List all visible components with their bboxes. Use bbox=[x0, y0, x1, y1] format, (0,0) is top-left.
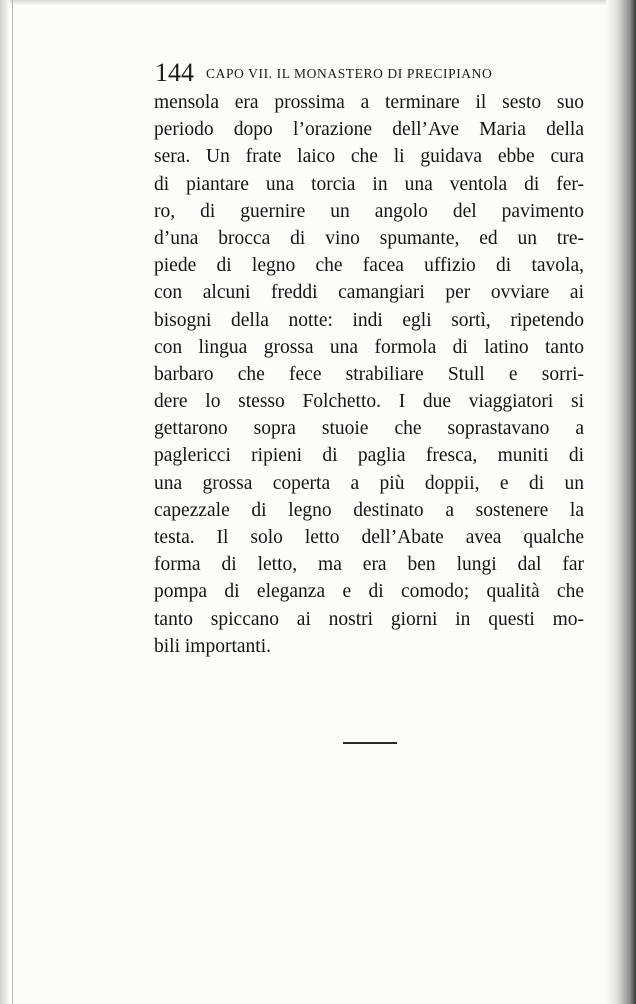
text-line: capezzale di legno destinato a sostenere la bbox=[154, 499, 584, 521]
page-top-shadow bbox=[0, 0, 636, 6]
text-line: gettarono sopra stuoie che soprastavano a bbox=[154, 418, 584, 440]
body-text bbox=[154, 89, 584, 660]
text-line: ro, di guernire un angolo del pavimento bbox=[154, 200, 584, 222]
text-line: dere lo stesso Folchetto. I due viaggiatori si bbox=[154, 391, 584, 413]
page-right-edge bbox=[606, 0, 636, 1004]
running-title: CAPO VII. IL MONASTERO DI PRECIPIANO bbox=[206, 66, 493, 81]
text-line: tanto spiccano ai nostri giorni in questi mo- bbox=[154, 608, 584, 630]
text-line: sera. Un frate laico che li guidava ebbe cura bbox=[154, 146, 584, 168]
page-left-fold-line bbox=[12, 0, 13, 1004]
text-line: forma di letto, ma era ben lungi dal far bbox=[154, 554, 584, 576]
text-line: paglericci ripieni di paglia fresca, muniti di bbox=[154, 445, 584, 467]
text-line: periodo dopo l’orazione dell’Ave Maria della bbox=[154, 119, 584, 141]
text-line: pompa di eleganza e di comodo; qualità che bbox=[154, 581, 584, 603]
text-line: con lingua grossa una formola di latino tanto bbox=[154, 336, 584, 358]
page-left-edge bbox=[0, 0, 10, 1004]
text-line-final: bili importanti. bbox=[154, 635, 271, 657]
page-number: 144 bbox=[155, 58, 194, 87]
text-line: testa. Il solo letto dell’Abate avea qualche bbox=[154, 527, 584, 548]
text-line: una grossa coperta a più doppii, e di un bbox=[154, 472, 584, 494]
text-line: mensola era prossima a terminare il sesto suo bbox=[154, 92, 584, 113]
text-line: di piantare una torcia in una ventola di fer- bbox=[154, 173, 584, 195]
text-line: con alcuni freddi camangiari per ovviare ai bbox=[154, 282, 584, 304]
end-of-chapter-rule bbox=[343, 742, 397, 744]
running-head bbox=[155, 58, 585, 88]
text-line: d’una brocca di vino spumante, ed un tre- bbox=[154, 227, 584, 249]
text-line: barbaro che fece strabiliare Stull e sorri- bbox=[154, 363, 584, 385]
text-line: bisogni della notte: indi egli sortì, ripetendo bbox=[154, 309, 584, 331]
text-line: piede di legno che facea uffizio di tavola, bbox=[154, 255, 584, 277]
